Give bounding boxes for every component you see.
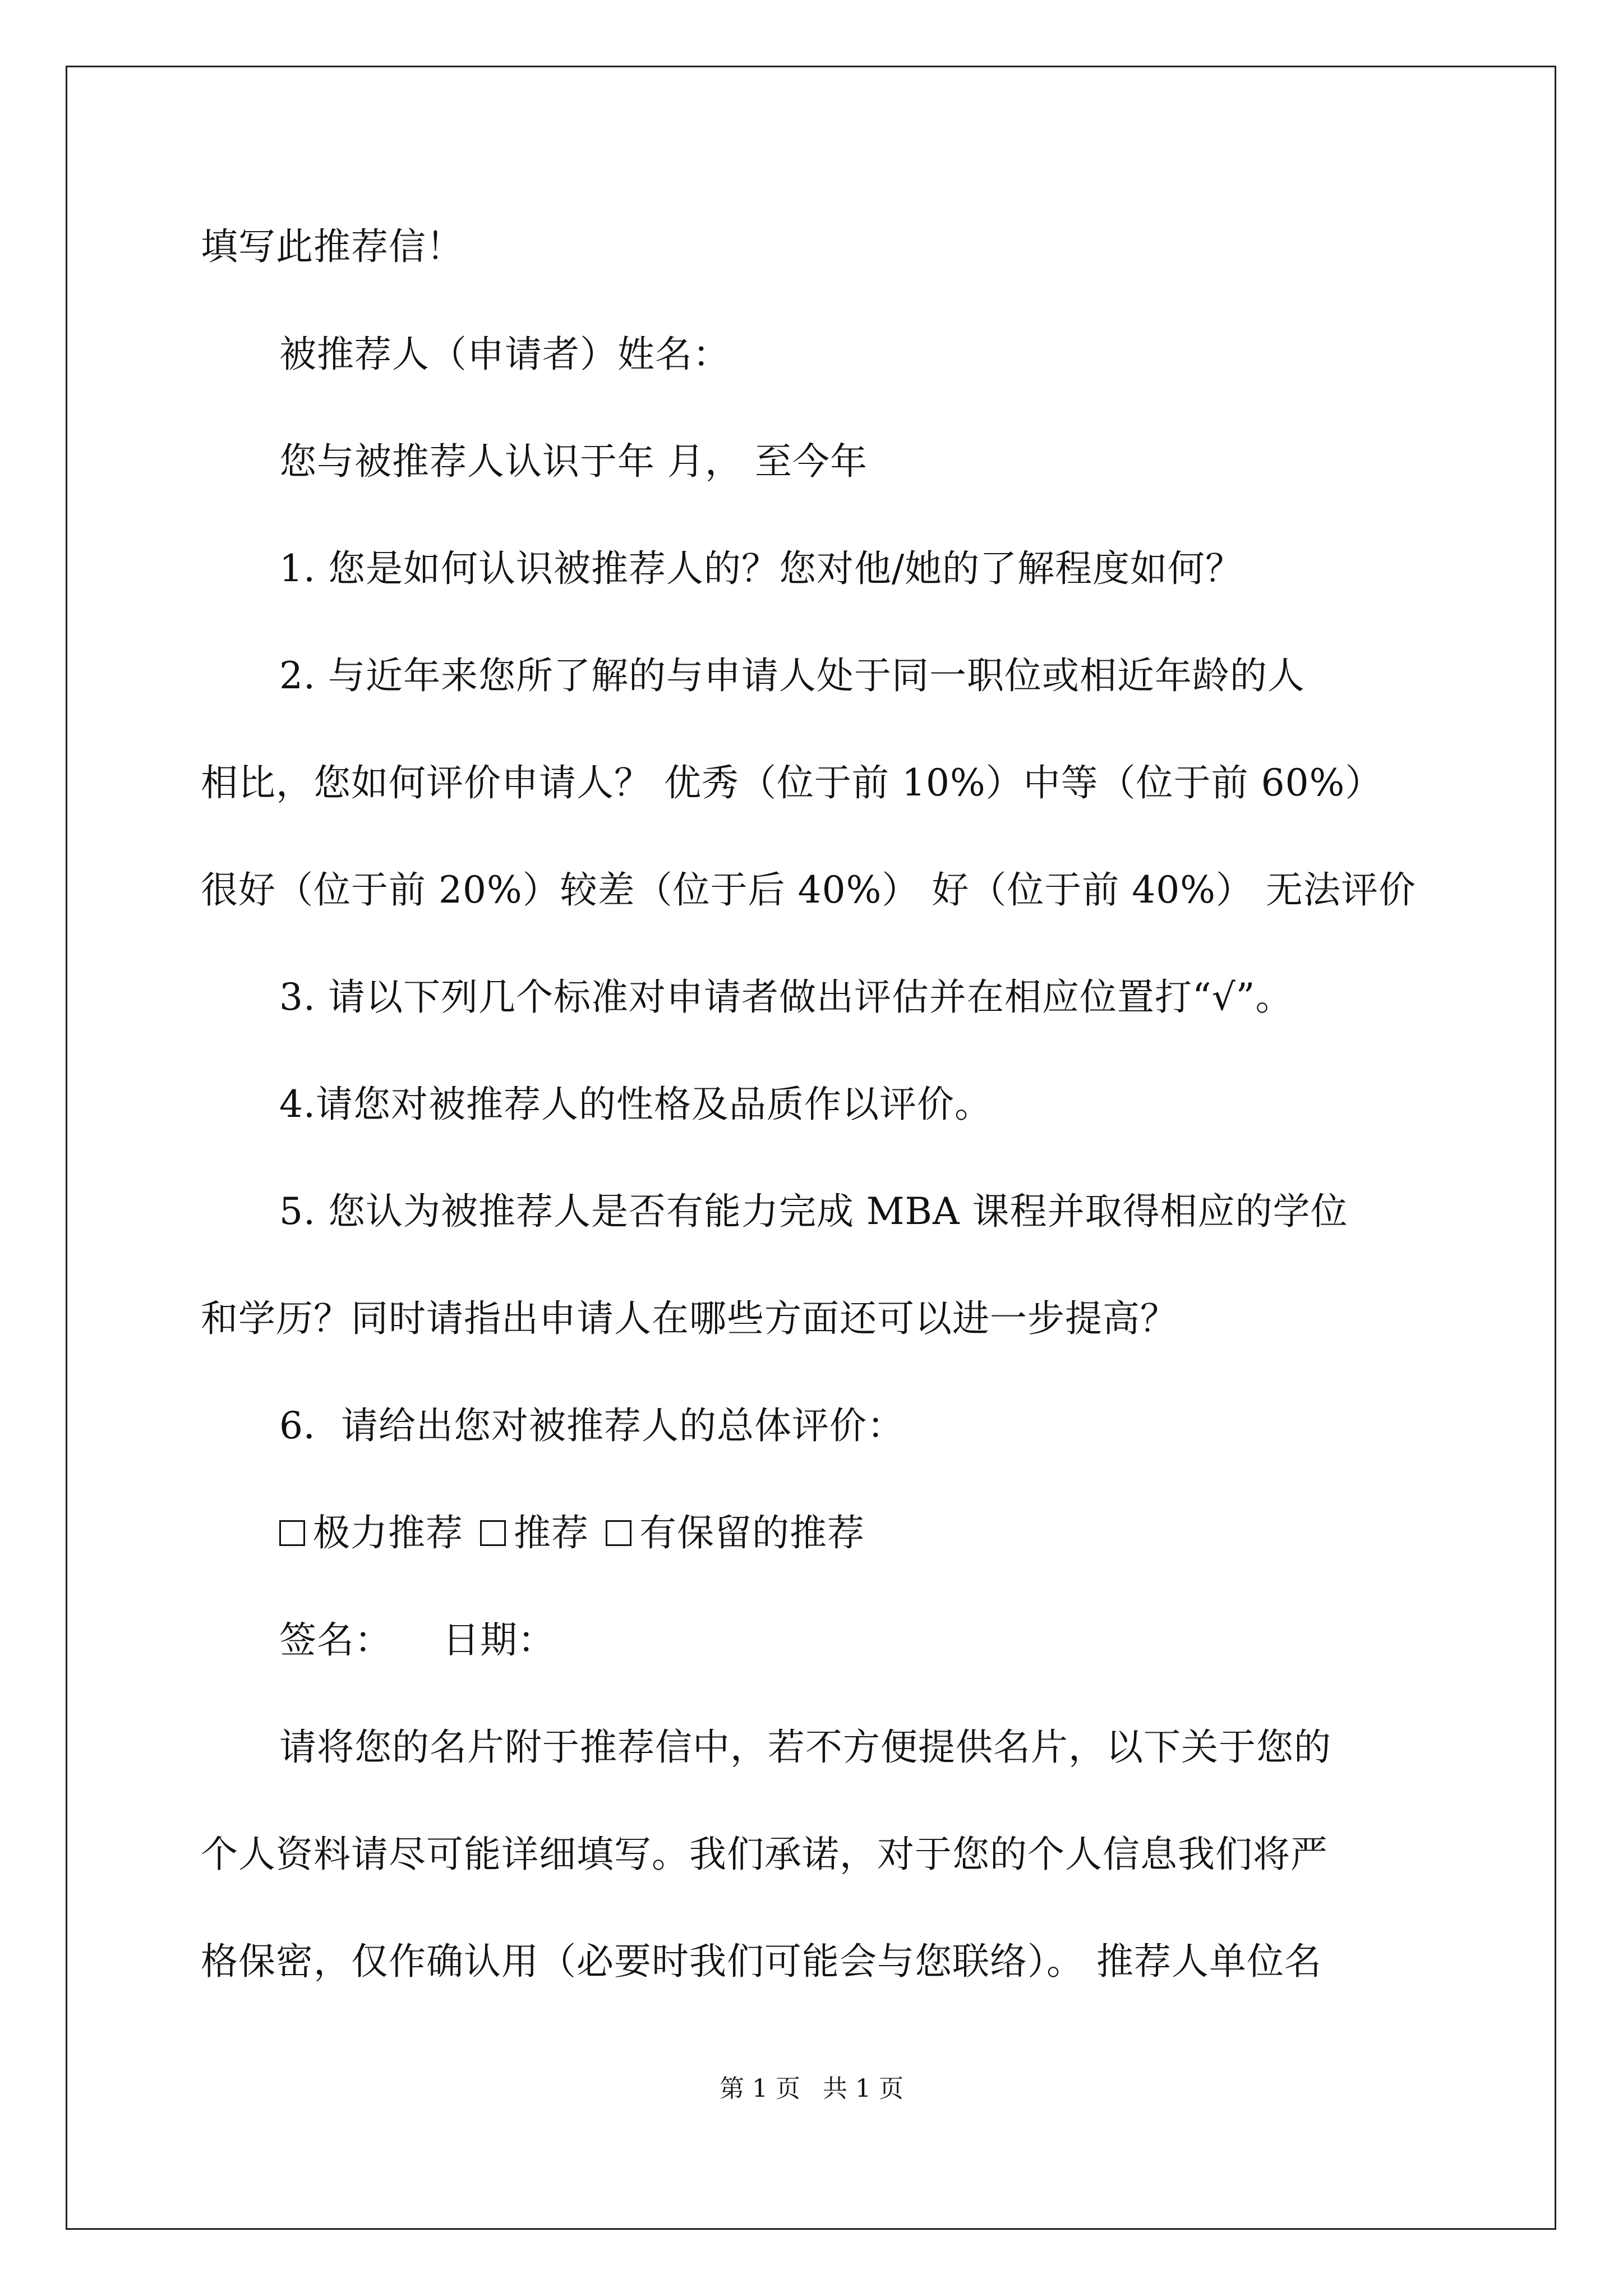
- page-footer: [0, 2072, 1623, 2106]
- question-5: 5. 您认为被推荐人是否有能力完成 MBA 课程并取得相应的学位: [279, 1190, 1348, 1233]
- instructions-cont: 个人资料请尽可能详细填写。我们承诺，对于您的个人信息我们将严: [201, 1833, 1328, 1876]
- question-2-cont: 相比，您如何评价申请人？ 优秀（位于前 10%）中等（位于前 60%）: [201, 761, 1383, 804]
- signature-row: [279, 1612, 1435, 1668]
- option-label: 有保留的推荐: [639, 1511, 865, 1554]
- question-5-cont: 和学历？同时请指出申请人在哪些方面还可以进一步提高？: [201, 1297, 1178, 1340]
- option-label: 极力推荐: [313, 1511, 463, 1554]
- page-border: [66, 66, 1556, 2230]
- question-1: 1. 您是如何认识被推荐人的？您对他/她的了解程度如何？: [279, 547, 1243, 590]
- question-6: 6．请给出您对被推荐人的总体评价：: [279, 1404, 905, 1447]
- text-line: 您与被推荐人认识于年 月， 至今年: [279, 440, 868, 483]
- option-label: 推荐: [514, 1511, 589, 1554]
- question-4: 4.请您对被推荐人的性格及品质作以评价。: [279, 1083, 992, 1126]
- signature-label: 签名：: [279, 1618, 392, 1662]
- question-2: 2. 与近年来您所了解的与申请人处于同一职位或相近年龄的人: [279, 654, 1305, 697]
- checkbox-recommend-with-reservation[interactable]: [606, 1520, 631, 1546]
- text-line: 被推荐人（申请者）姓名：: [279, 333, 730, 376]
- recommendation-options: [279, 1505, 1435, 1561]
- date-label: 日期：: [442, 1618, 555, 1662]
- question-2-cont: 很好（位于前 20%）较差（位于后 40%） 好（位于前 40%） 无法评价: [201, 868, 1416, 912]
- checkbox-recommend[interactable]: [480, 1520, 506, 1546]
- text-line: 填写此推荐信！: [201, 225, 464, 268]
- instructions-cont: 格保密，仅作确认用（必要时我们可能会与您联络）。 推荐人单位名: [201, 1940, 1322, 1983]
- page-total: 共 1 页: [823, 2074, 903, 2103]
- page-number: 第 1 页: [720, 2074, 800, 2103]
- question-3: 3. 请以下列几个标准对申请者做出评估并在相应位置打“√”。: [279, 976, 1293, 1019]
- instructions: 请将您的名片附于推荐信中，若不方便提供名片，以下关于您的: [279, 1726, 1331, 1769]
- checkbox-strongly-recommend[interactable]: [279, 1520, 305, 1546]
